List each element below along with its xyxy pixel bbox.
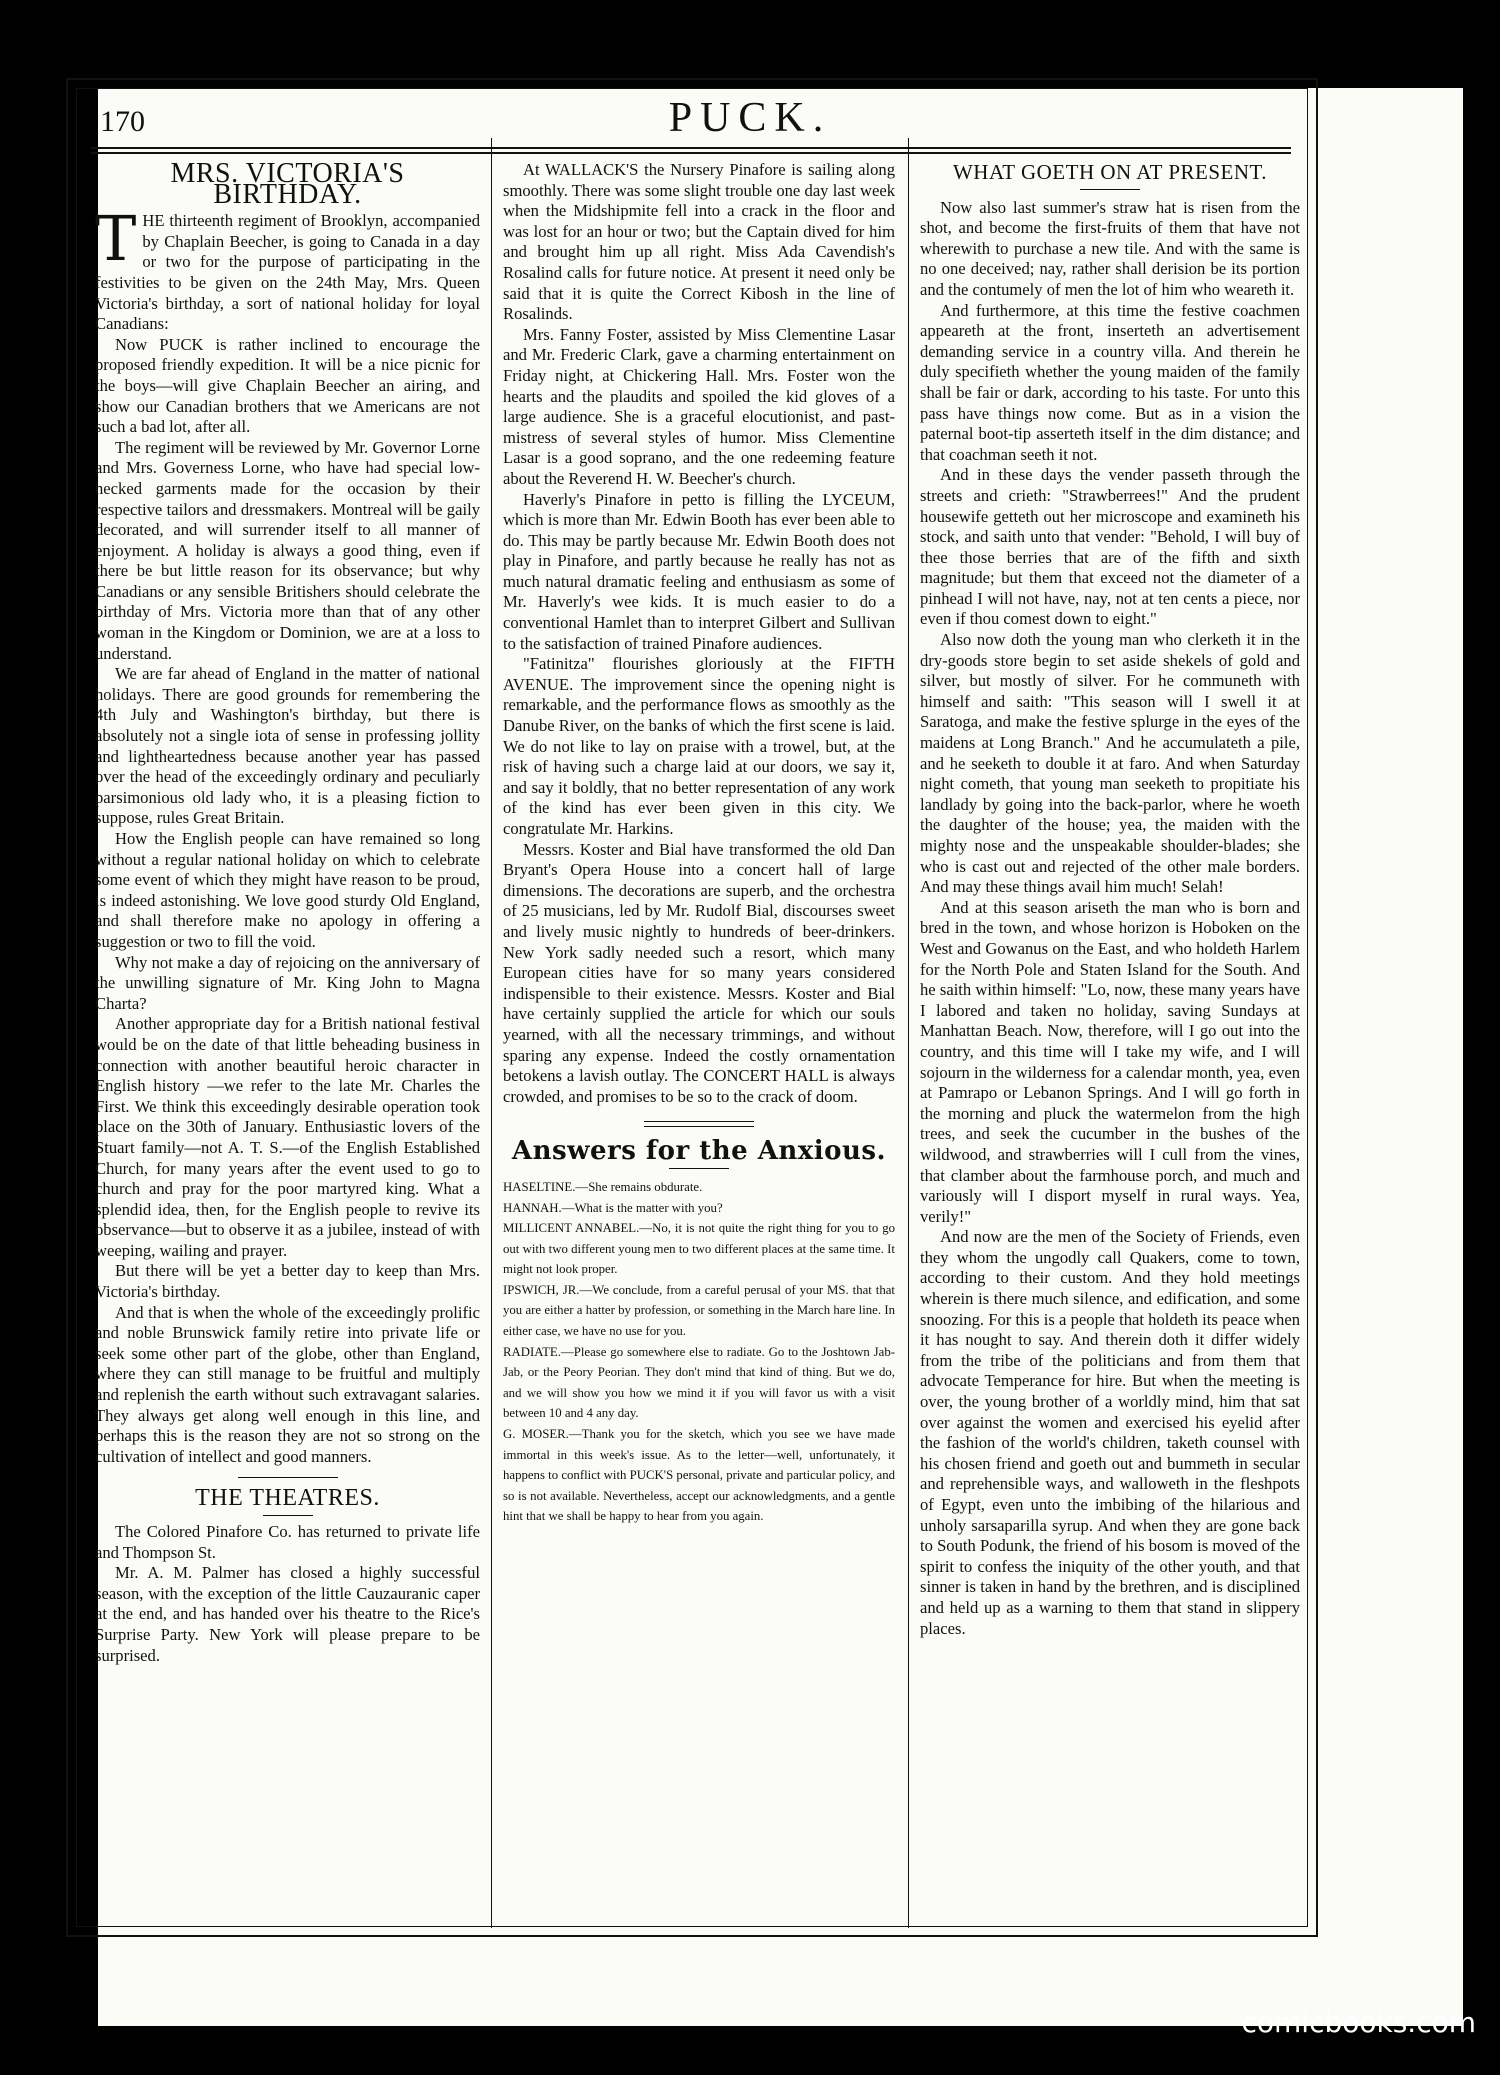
article-paragraph: Also now doth the young man who clerketh it in the dry-goods store begin to set aside shekels of gold and silver, but mostly of silver. For he communeth with himself and saith: "This season will I swell it at Saratoga, and make the festive splurge in the eyes of the maidens at Long Branch." And he accumulateth a pile, and he seeketh to double it at faro. And when Saturday night cometh, that young man seeketh to propitiate his landlady by going into the back-parlor, where he woeth the daughter of the house; yea, the maiden with the mighty nose and the unspeakable shoulder-blades; she who is cast out and rejected of the other male borders. And may these things avail him much! Selah! — [920, 630, 1300, 897]
section-title: THE THEATRES. — [195, 1485, 380, 1512]
answer-item: HANNAH.—What is the matter with you? — [503, 1200, 723, 1215]
article-paragraph: THE thirteenth regiment of Brooklyn, accompanied by Chaplain Beecher, is going to Canada in a day or two for the purpose of participating in the festivities to be given on the 24th May, Mrs. Queen Victoria's birthday, a sort of national holiday for loyal Canadians: — [95, 202, 480, 334]
article-paragraph: And at this season ariseth the man who is born and bred in the town, and whose horizon is Hoboken on the West and Gowanus on the East, and who holdeth Harlem for the North Pole and Staten Island for the South. And he saith within himself: "Lo, now, these many years have I labored and taken no holiday, saving Sundays at Manhattan Beach. Now, therefore, will I go out into the country, and this time will I take my wife, and I will sojourn in the wilderness for a calendar month, yea, even at Pamrapo or Lebanon Springs. And I will go forth in the morning and pluck the watermelon from the high trees, and seek the cucumber in the bushes of the wildwood, and strawberries will I cull from the vines, that clamber about the farmhouse porch, and much and variously will I disport myself in rural ways. Yea, verily!" — [920, 897, 1300, 1226]
answer-item: MILLICENT ANNABEL.—No, it is not quite the right thing for you to go out with two different young men to two different places at the same time. It might not look proper. — [503, 1221, 895, 1277]
section-separator — [669, 1168, 729, 1169]
article-paragraph: The Colored Pinafore Co. has returned to private life and Thompson St. — [95, 1522, 480, 1562]
article-paragraph: And that is when the whole of the exceedingly prolific and noble Brunswick family retire into private life or seek some other part of the globe, other than England, where they can still manage to be fruitful and multiply and replenish the earth without such extravagant salaries. They always get along well enough in this line, and perhaps this is the reason they are not so strong on the cultivation of intellect and good manners. — [95, 1302, 480, 1466]
header-rule-bottom — [91, 152, 1291, 154]
column-3 — [920, 160, 1300, 1950]
article-paragraph: But there will be yet a better day to keep than Mrs. Victoria's birthday. — [95, 1261, 480, 1302]
answers-title: Answers for the Anxious. — [511, 1136, 887, 1167]
article-paragraph: And in these days the vender passeth through the streets and crieth: "Strawberrees!" And the prudent housewife getteth out her microscope and examineth his stock, and saith unto that vender: "Behold, I will buy of thee those berries that are of the fifth and sixth magnitude; but them that exceed not the diameter of a pinhead I will not have, nay, not at ten cents a piece, nor even if thou comest down to eight." — [920, 465, 1300, 629]
magazine-title: PUCK. — [668, 95, 832, 141]
article-paragraph: Haverly's Pinafore in petto is filling the LYCEUM, which is more than Mr. Edwin Booth has ever been able to do. This may be partly because Mr. Edwin Booth does not play in Pinafore, and partly because he really has not as much natural dramatic feeling and enthusiasm as some of Mr. Haverly's wee kids. It is much easier to do a conventional Hamlet than to interpret Gilbert and Sullivan to the satisfaction of trained Pinafore audiences. — [503, 489, 895, 653]
column-divider — [908, 138, 909, 1928]
answer-item: HASELTINE.—She remains obdurate. — [503, 1179, 703, 1194]
column-1 — [95, 160, 480, 1950]
article-paragraph: And furthermore, at this time the festive coachmen appeareth at the front, inserteth an advertisement demanding service in a country villa. And therein he duly specifieth whether the young maiden of the family shall be fair or dark, according to his taste. For unto this pass have things now come. But as in a vision the paternal boot-tip asserteth itself in the dim distance; and that coachman seeth it not. — [920, 300, 1300, 464]
answer-item: IPSWICH, JR.—We conclude, from a careful perusal of your MS. that that you are either a hatter by profession, or something in the March hare line. In either case, we have no use for you. — [503, 1282, 895, 1339]
article-title: WHAT GOETH ON AT PRESENT. — [952, 160, 1268, 184]
column-divider — [491, 138, 492, 1928]
article-paragraph: Mrs. Fanny Foster, assisted by Miss Clementine Lasar and Mr. Frederic Clark, gave a charming entertainment on Friday night, at Chickering Hall. Mrs. Foster won the hearts and the plaudits and spoiled the kid gloves of a large audience. She is a graceful elocutionist, and past-mistress of several styles of humor. Miss Clementine Lasar is a good soprano, and the one redeeming feature about the Reverend H. W. Beecher's church. — [503, 324, 895, 488]
article-paragraph: "Fatinitza" flourishes gloriously at the FIFTH AVENUE. The improvement since the opening night is remarkable, and the performance flows as smoothly as the Danube River, on the banks of which the first scene is laid. We do not like to lay on praise with a trowel, but, at the risk of having such a charge laid at our doors, we say it, and say it boldly, that no better representation of any work of the kind has ever been given in this city. We congratulate Mr. Harkins. — [503, 654, 895, 838]
article-paragraph: How the English people can have remained so long without a regular national holiday on which to celebrate some event of which they might have reason to be proud, is indeed astonishing. We love good sturdy Old England, and shall therefore make no apology in offering a suggestion or two to fill the void. — [95, 829, 480, 951]
section-separator — [1080, 189, 1140, 190]
drop-cap: T — [95, 202, 137, 276]
section-separator — [238, 1477, 338, 1478]
article-paragraph: Now also last summer's straw hat is risen from the shot, and become the first-fruits of them that have not wherewith to purchase a new tile. And with the same is no one deceived; nay, rather shall derision be its portion and the contumely of men the lot of him who weareth it. — [920, 197, 1300, 299]
header-rule-top — [91, 147, 1291, 149]
article-paragraph: We are far ahead of England in the matter of national holidays. There are good grounds for remembering the 4th July and Washington's birthday, but there is absolutely not a single iota of sense in professing jollity and lightheartedness because another year has passed over the head of the exceedingly ordinary and peculiarly parsimonious old lady who, it is a pleasing fiction to suppose, rules Great Britain. — [95, 664, 480, 828]
column-2 — [503, 160, 895, 1950]
article-paragraph: Another appropriate day for a British national festival would be on the date of that little beheading business in connection with another beautiful heroic character in English history —we refer to the late Mr. Charles the First. We think this exceedingly desirable operation took place on the 30th of January. Enthusiastic lovers of the Stuart family—not A. T. S.—of the English Established Church, for many years after the event used to go to church and pray for the poor martyred king. What a splendid idea, then, for the English people to revive its observance—but to observe it as a jubilee, instead of with weeping, wailing and prayer. — [95, 1014, 480, 1260]
answer-item: G. MOSER.—Thank you for the sketch, which you see we have made immortal in this week's issue. As to the letter—well, unfortunately, it happens to conflict with PUCK'S personal, private and particular policy, and so is not available. Nevertheless, accept our acknowledgments, and a gentle hint that we shall be happy to hear from you again. — [503, 1427, 895, 1524]
site-watermark: comicbooks.com — [1241, 2006, 1476, 2039]
section-separator — [644, 1121, 754, 1127]
article-paragraph: Messrs. Koster and Bial have transformed the old Dan Bryant's Opera House into a concert hall of large dimensions. The decorations are superb, and the orchestra of 25 musicians, led by Mr. Rudolf Bial, discourses sweet and lively music nightly to hundreds of beer-drinkers. New York sadly needed such a resort, which many European cities have for so many years considered indispensible to their existence. Messrs. Koster and Bial have certainly supplied the article for which our souls yearned, with all the necessary trimmings, and without sparing any expense. Indeed the costly ornamentation betokens a lavish outlay. The CONCERT HALL is always crowded, and promises to be so to the crack of doom. — [503, 839, 895, 1106]
page-number: 170 — [100, 105, 145, 138]
article-title: MRS. VICTORIA'S BIRTHDAY. — [170, 160, 405, 210]
article-paragraph: Mr. A. M. Palmer has closed a highly successful season, with the exception of the little Cauzauranic caper at the end, and has handed over his theatre to the Rice's Surprise Party. New York will please prepare to be surprised. — [95, 1563, 480, 1665]
article-paragraph: And now are the men of the Society of Friends, even they whom the ungodly call Quakers, come to town, according to their custom. And they hold meetings wherein is there much silence, and edification, and some snoozing. For this is a people that holdeth its peace when it has nought to say. And therein doth it differ widely from the tribe of the politicians and from them that advocate Temperance for hire. But when the meeting is over, the young brother of a worldly mind, him that sat over against the women and exercised his eyelid after the fashion of the world's children, taketh counsel with his chosen friend and goeth out and bummeth in secular and reprehensible ways, and walloweth in the fleshpots of Egypt, even unto the imbibing of the hilarious and unholy sarsaparilla syrup. And when they are gone back to South Podunk, the friend of his bosom is moved of the spirit to confess the iniquity of the other youth, and that sinner is taken in hand by the brethren, and is disciplined and held up as a warning to them that stand in slippery places. — [920, 1227, 1300, 1638]
article-paragraph: Why not make a day of rejoicing on the anniversary of the unwilling signature of Mr. King John to Magna Charta? — [95, 952, 480, 1013]
answer-item: RADIATE.—Please go somewhere else to radiate. Go to the Joshtown Jab-Jab, or the Peory Peorian. They don't mind that kind of thing. But we do, and we will show you how we mind it if you will favor us with a visit between 10 and 4 any day. — [503, 1344, 895, 1421]
answers-list — [503, 1177, 895, 1527]
section-separator — [263, 1515, 313, 1516]
article-paragraph: The regiment will be reviewed by Mr. Governor Lorne and Mrs. Governess Lorne, who have had special low-necked garments made for the occasion by their respective tailors and dressmakers. Montreal will be gaily decorated, and will surrender itself to all manner of enjoyment. A holiday is always a good thing, even if there be but little reason for its observance; but why Canadians or any sensible Britishers should celebrate the birthday of Mrs. Victoria more than that of any other woman in the Kingdom or Dominion, we are at a loss to understand. — [95, 437, 480, 663]
article-paragraph: Now PUCK is rather inclined to encourage the proposed friendly expedition. It will be a nice picnic for the boys—will give Chaplain Beecher an airing, and show our Canadian brothers that we Americans are not such a bad lot, after all. — [95, 334, 480, 437]
article-paragraph: At WALLACK'S the Nursery Pinafore is sailing along smoothly. There was some slight trouble one day last week when the Midshipmite fell into a crack in the floor and was lost for an hour or two; but the Captain dived for him and brought him up all right. Miss Ada Cavendish's Rosalind calls for future notice. At present it need only be said that it is quite the Correct Kibosh in the line of Rosalinds. — [503, 160, 895, 324]
